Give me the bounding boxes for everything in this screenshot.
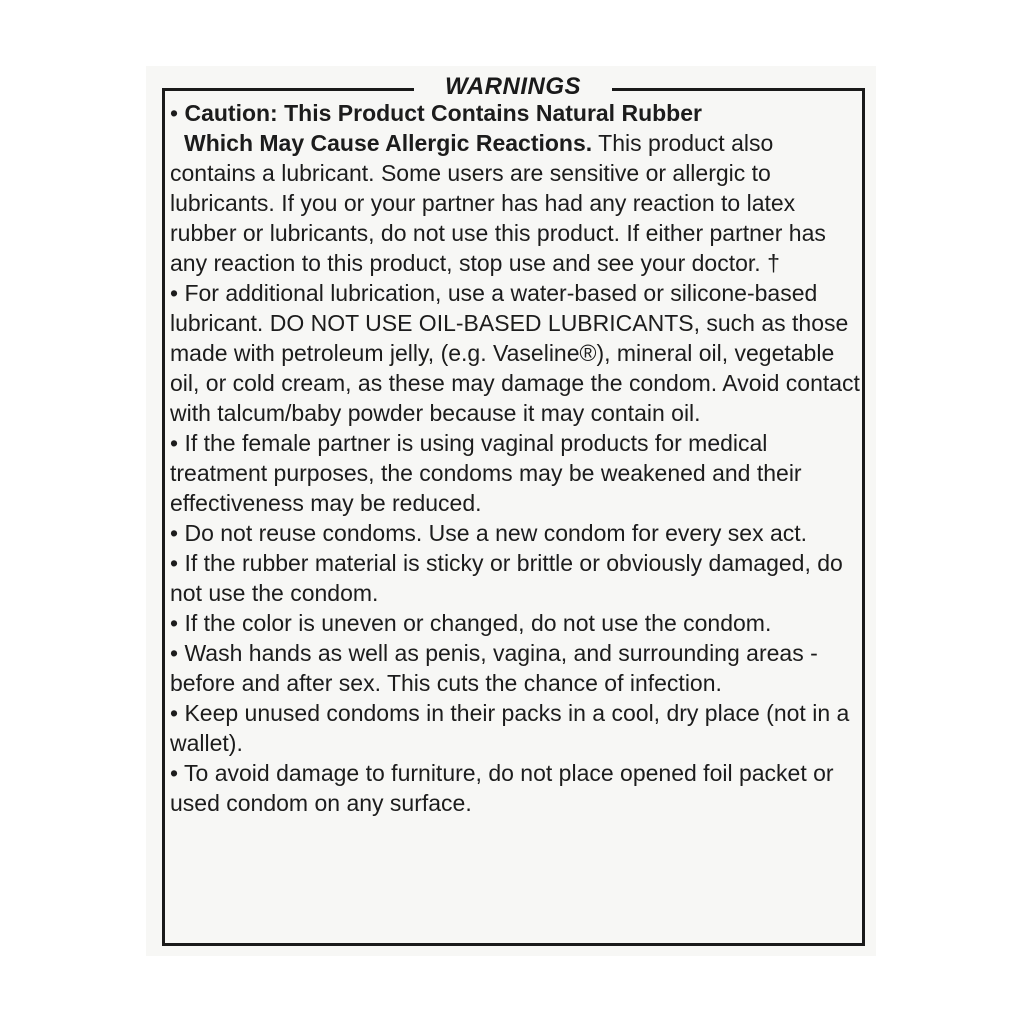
bullet: • bbox=[170, 550, 179, 576]
warning-text: Keep unused condoms in their packs in a cool, dry place (not in a wallet). bbox=[170, 700, 850, 756]
warning-text: If the rubber material is sticky or brittle or obviously damaged, do not use the condom. bbox=[170, 550, 843, 606]
warning-item-wash-hands bbox=[170, 638, 860, 698]
caution-heading-line2: Which May Cause Allergic Reactions. bbox=[184, 130, 593, 156]
warning-item-lubrication bbox=[170, 278, 860, 428]
caution-heading-line1: Caution: This Product Contains Natural Rubber bbox=[184, 100, 702, 126]
warning-text: Wash hands as well as penis, vagina, and surrounding areas - before and after sex. This cuts the chance of infection. bbox=[170, 640, 818, 696]
bullet: • bbox=[170, 280, 179, 306]
warning-item-vaginal-products bbox=[170, 428, 860, 518]
warning-text: Do not reuse condoms. Use a new condom for every sex act. bbox=[184, 520, 808, 546]
warning-text: If the color is uneven or changed, do not use the condom. bbox=[184, 610, 772, 636]
bullet: • bbox=[170, 610, 179, 636]
bullet: • bbox=[170, 430, 179, 456]
warning-item-damaged bbox=[170, 548, 860, 608]
warning-item-color bbox=[170, 608, 860, 638]
caution-text: This product also contains a lubricant. Some users are sensitive or allergic to lubricants. If you or your partner has had any reaction to latex rubber or lubricants, do not use this product. If either partner has any reaction to this product, stop use and see your doctor. † bbox=[170, 130, 826, 276]
warning-item-caution bbox=[170, 98, 860, 278]
bullet: • bbox=[170, 640, 179, 666]
bullet: • bbox=[170, 700, 179, 726]
bullet: • bbox=[170, 100, 179, 126]
warning-text: If the female partner is using vaginal products for medical treatment purposes, the condoms may be weakened and their effectiveness may be reduced. bbox=[170, 430, 802, 516]
bullet: • bbox=[170, 520, 179, 546]
warning-text: For additional lubrication, use a water-based or silicone-based lubricant. DO NOT USE OIL-BASED LUBRICANTS, such as those made with petroleum jelly, (e.g. Vaseline®), mineral oil, vegetable oil, or cold cream, as these may damage the condom. Avoid contact with talcum/baby powder because it may contain oil. bbox=[170, 280, 860, 426]
warning-item-reuse bbox=[170, 518, 860, 548]
warning-item-furniture bbox=[170, 758, 860, 818]
bullet: • bbox=[170, 760, 179, 786]
warnings-content bbox=[170, 98, 860, 818]
warning-item-storage bbox=[170, 698, 860, 758]
warning-text: To avoid damage to furniture, do not place opened foil packet or used condom on any surface. bbox=[170, 760, 834, 816]
warnings-title: WARNINGS bbox=[414, 72, 612, 102]
